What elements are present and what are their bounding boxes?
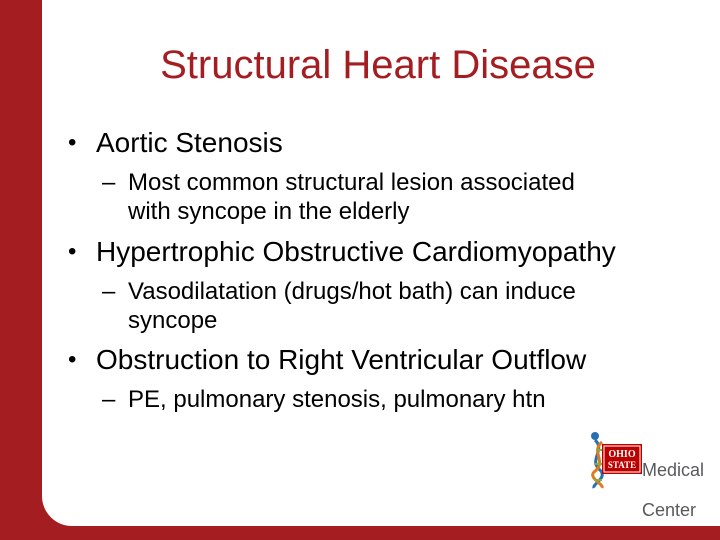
bullet-marker: • (68, 238, 77, 265)
sub-bullet-text: PE, pulmonary stenosis, pulmonary htn (128, 386, 546, 413)
medical-center-logo (586, 430, 705, 520)
slide-title: Structural Heart Disease (160, 43, 596, 87)
sub-bullet-marker: – (102, 386, 116, 413)
sub-bullet-text: Most common structural lesion associated with syncope in the elderly (128, 169, 575, 225)
bullet-text: Obstruction to Right Ventricular Outflow (96, 344, 587, 375)
logo-line-2: Center (642, 500, 697, 520)
bullet-marker: • (68, 346, 77, 373)
seal-top-text: OHIO (608, 449, 636, 460)
logo-line-1: Medical (642, 460, 705, 480)
bullet-marker: • (68, 129, 77, 156)
ohio-state-seal-icon (602, 444, 642, 474)
bullet-text: Hypertrophic Obstructive Cardiomyopathy (96, 236, 616, 267)
sub-bullet-text: Vasodilatation (drugs/hot bath) can induce syncope (128, 278, 576, 334)
sub-bullet-marker: – (102, 169, 116, 196)
seal-bottom-text: STATE (607, 460, 637, 470)
bullet-text: Aortic Stenosis (96, 127, 283, 158)
logo-wordmark (642, 440, 704, 540)
sub-bullet-marker: – (102, 278, 116, 305)
